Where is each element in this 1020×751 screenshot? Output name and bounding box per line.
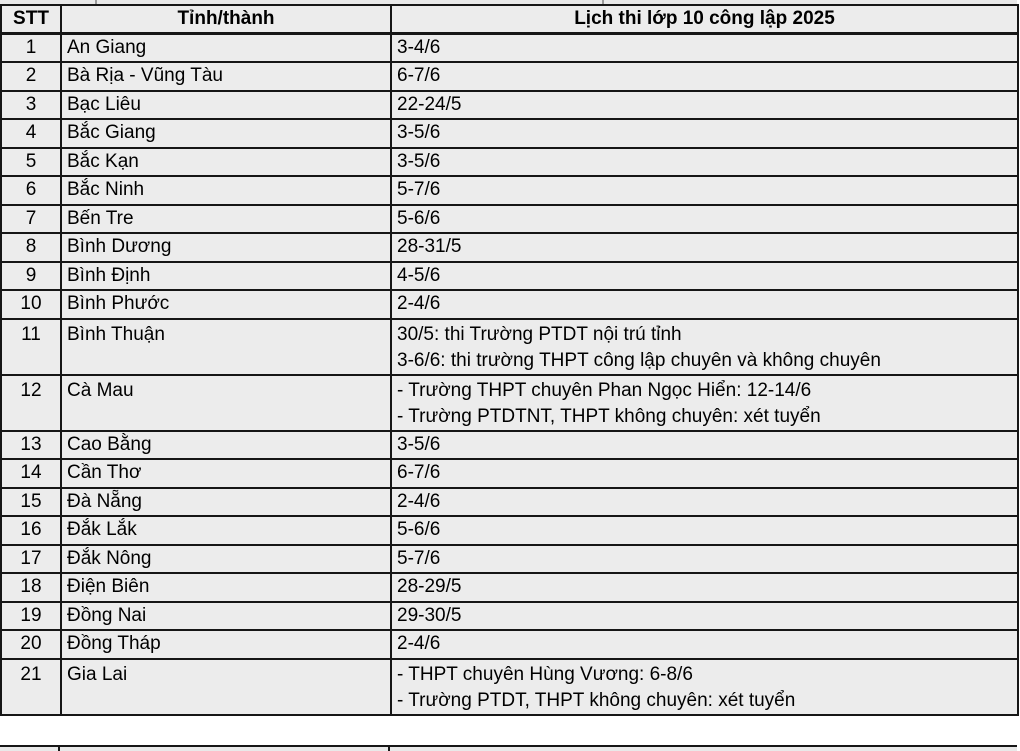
cropped-row-bottom [0, 745, 1017, 751]
table-row [1, 176, 1018, 205]
row-province: Bình Định [61, 262, 391, 291]
schedule-line: 3-6/6: thi trường THPT công lập chuyên và không chuyên [397, 349, 881, 371]
row-stt: 2 [1, 62, 61, 91]
row-stt: 9 [1, 262, 61, 291]
table-row [1, 431, 1018, 460]
row-schedule: 5-6/6 [391, 205, 1018, 234]
row-schedule: 3-5/6 [391, 148, 1018, 177]
row-schedule: 3-4/6 [391, 34, 1018, 63]
row-stt: 16 [1, 516, 61, 545]
table-row [1, 545, 1018, 574]
table-row [1, 319, 1018, 375]
table-row [1, 62, 1018, 91]
row-stt: 12 [1, 375, 61, 431]
row-province: An Giang [61, 34, 391, 63]
row-schedule: 2-4/6 [391, 290, 1018, 319]
schedule-line: - Trường PTDTNT, THPT không chuyên: xét tuyển [397, 405, 821, 427]
row-province: Cà Mau [61, 375, 391, 431]
row-province: Bạc Liêu [61, 91, 391, 120]
cropped-divider [95, 0, 97, 4]
row-stt: 18 [1, 573, 61, 602]
table-row [1, 119, 1018, 148]
row-stt: 5 [1, 148, 61, 177]
row-province: Đà Nẵng [61, 488, 391, 517]
row-stt: 10 [1, 290, 61, 319]
table-row [1, 148, 1018, 177]
row-schedule: 2-4/6 [391, 488, 1018, 517]
row-stt: 20 [1, 630, 61, 659]
row-schedule: 28-31/5 [391, 233, 1018, 262]
row-schedule: 28-29/5 [391, 573, 1018, 602]
table-row [1, 573, 1018, 602]
row-stt: 6 [1, 176, 61, 205]
row-province: Bình Phước [61, 290, 391, 319]
row-stt: 17 [1, 545, 61, 574]
table-row [1, 233, 1018, 262]
row-stt: 14 [1, 459, 61, 488]
row-province: Đắk Lắk [61, 516, 391, 545]
table-row [1, 459, 1018, 488]
table-row [1, 516, 1018, 545]
row-stt: 4 [1, 119, 61, 148]
row-province: Cao Bằng [61, 431, 391, 460]
row-province: Đồng Tháp [61, 630, 391, 659]
table-row [1, 659, 1018, 715]
row-province: Bình Dương [61, 233, 391, 262]
table-row [1, 290, 1018, 319]
row-province: Gia Lai [61, 659, 391, 715]
schedule-line: - Trường PTDT, THPT không chuyên: xét tuyển [397, 689, 796, 711]
header-province: Tỉnh/thành [61, 5, 391, 34]
row-schedule: 2-4/6 [391, 630, 1018, 659]
row-stt: 11 [1, 319, 61, 375]
row-stt: 15 [1, 488, 61, 517]
cropped-divider [388, 747, 390, 751]
row-stt: 7 [1, 205, 61, 234]
table-row [1, 630, 1018, 659]
row-schedule: 5-7/6 [391, 545, 1018, 574]
row-province: Đồng Nai [61, 602, 391, 631]
row-province: Bắc Ninh [61, 176, 391, 205]
row-schedule: 5-7/6 [391, 176, 1018, 205]
row-province: Bắc Giang [61, 119, 391, 148]
row-schedule: 6-7/6 [391, 459, 1018, 488]
row-stt: 13 [1, 431, 61, 460]
table-row [1, 375, 1018, 431]
row-schedule: 6-7/6 [391, 62, 1018, 91]
header-row [1, 5, 1018, 34]
row-province: Đắk Nông [61, 545, 391, 574]
row-schedule [391, 375, 1018, 431]
row-schedule: 29-30/5 [391, 602, 1018, 631]
table-row [1, 91, 1018, 120]
table-row [1, 488, 1018, 517]
table-row [1, 34, 1018, 63]
row-schedule: 3-5/6 [391, 431, 1018, 460]
header-stt: STT [1, 5, 61, 34]
row-schedule: 22-24/5 [391, 91, 1018, 120]
cropped-row-top [0, 0, 1017, 4]
row-schedule: 4-5/6 [391, 262, 1018, 291]
header-schedule: Lịch thi lớp 10 công lập 2025 [391, 5, 1018, 34]
row-stt: 8 [1, 233, 61, 262]
row-stt: 3 [1, 91, 61, 120]
row-schedule: 3-5/6 [391, 119, 1018, 148]
row-schedule [391, 659, 1018, 715]
row-province: Bình Thuận [61, 319, 391, 375]
exam-schedule-table [0, 4, 1019, 716]
schedule-line: 30/5: thi Trường PTDT nội trú tỉnh [397, 323, 682, 345]
row-province: Bà Rịa - Vũng Tàu [61, 62, 391, 91]
row-stt: 1 [1, 34, 61, 63]
table-row [1, 205, 1018, 234]
cropped-divider [58, 747, 60, 751]
row-province: Cần Thơ [61, 459, 391, 488]
schedule-line: - Trường THPT chuyên Phan Ngọc Hiển: 12-14/6 [397, 379, 812, 401]
row-schedule: 5-6/6 [391, 516, 1018, 545]
table-row [1, 262, 1018, 291]
row-province: Điện Biên [61, 573, 391, 602]
table-row [1, 602, 1018, 631]
row-schedule [391, 319, 1018, 375]
row-stt: 21 [1, 659, 61, 715]
row-province: Bắc Kạn [61, 148, 391, 177]
cropped-divider [602, 0, 604, 4]
row-stt: 19 [1, 602, 61, 631]
row-province: Bến Tre [61, 205, 391, 234]
schedule-line: - THPT chuyên Hùng Vương: 6-8/6 [397, 663, 693, 685]
